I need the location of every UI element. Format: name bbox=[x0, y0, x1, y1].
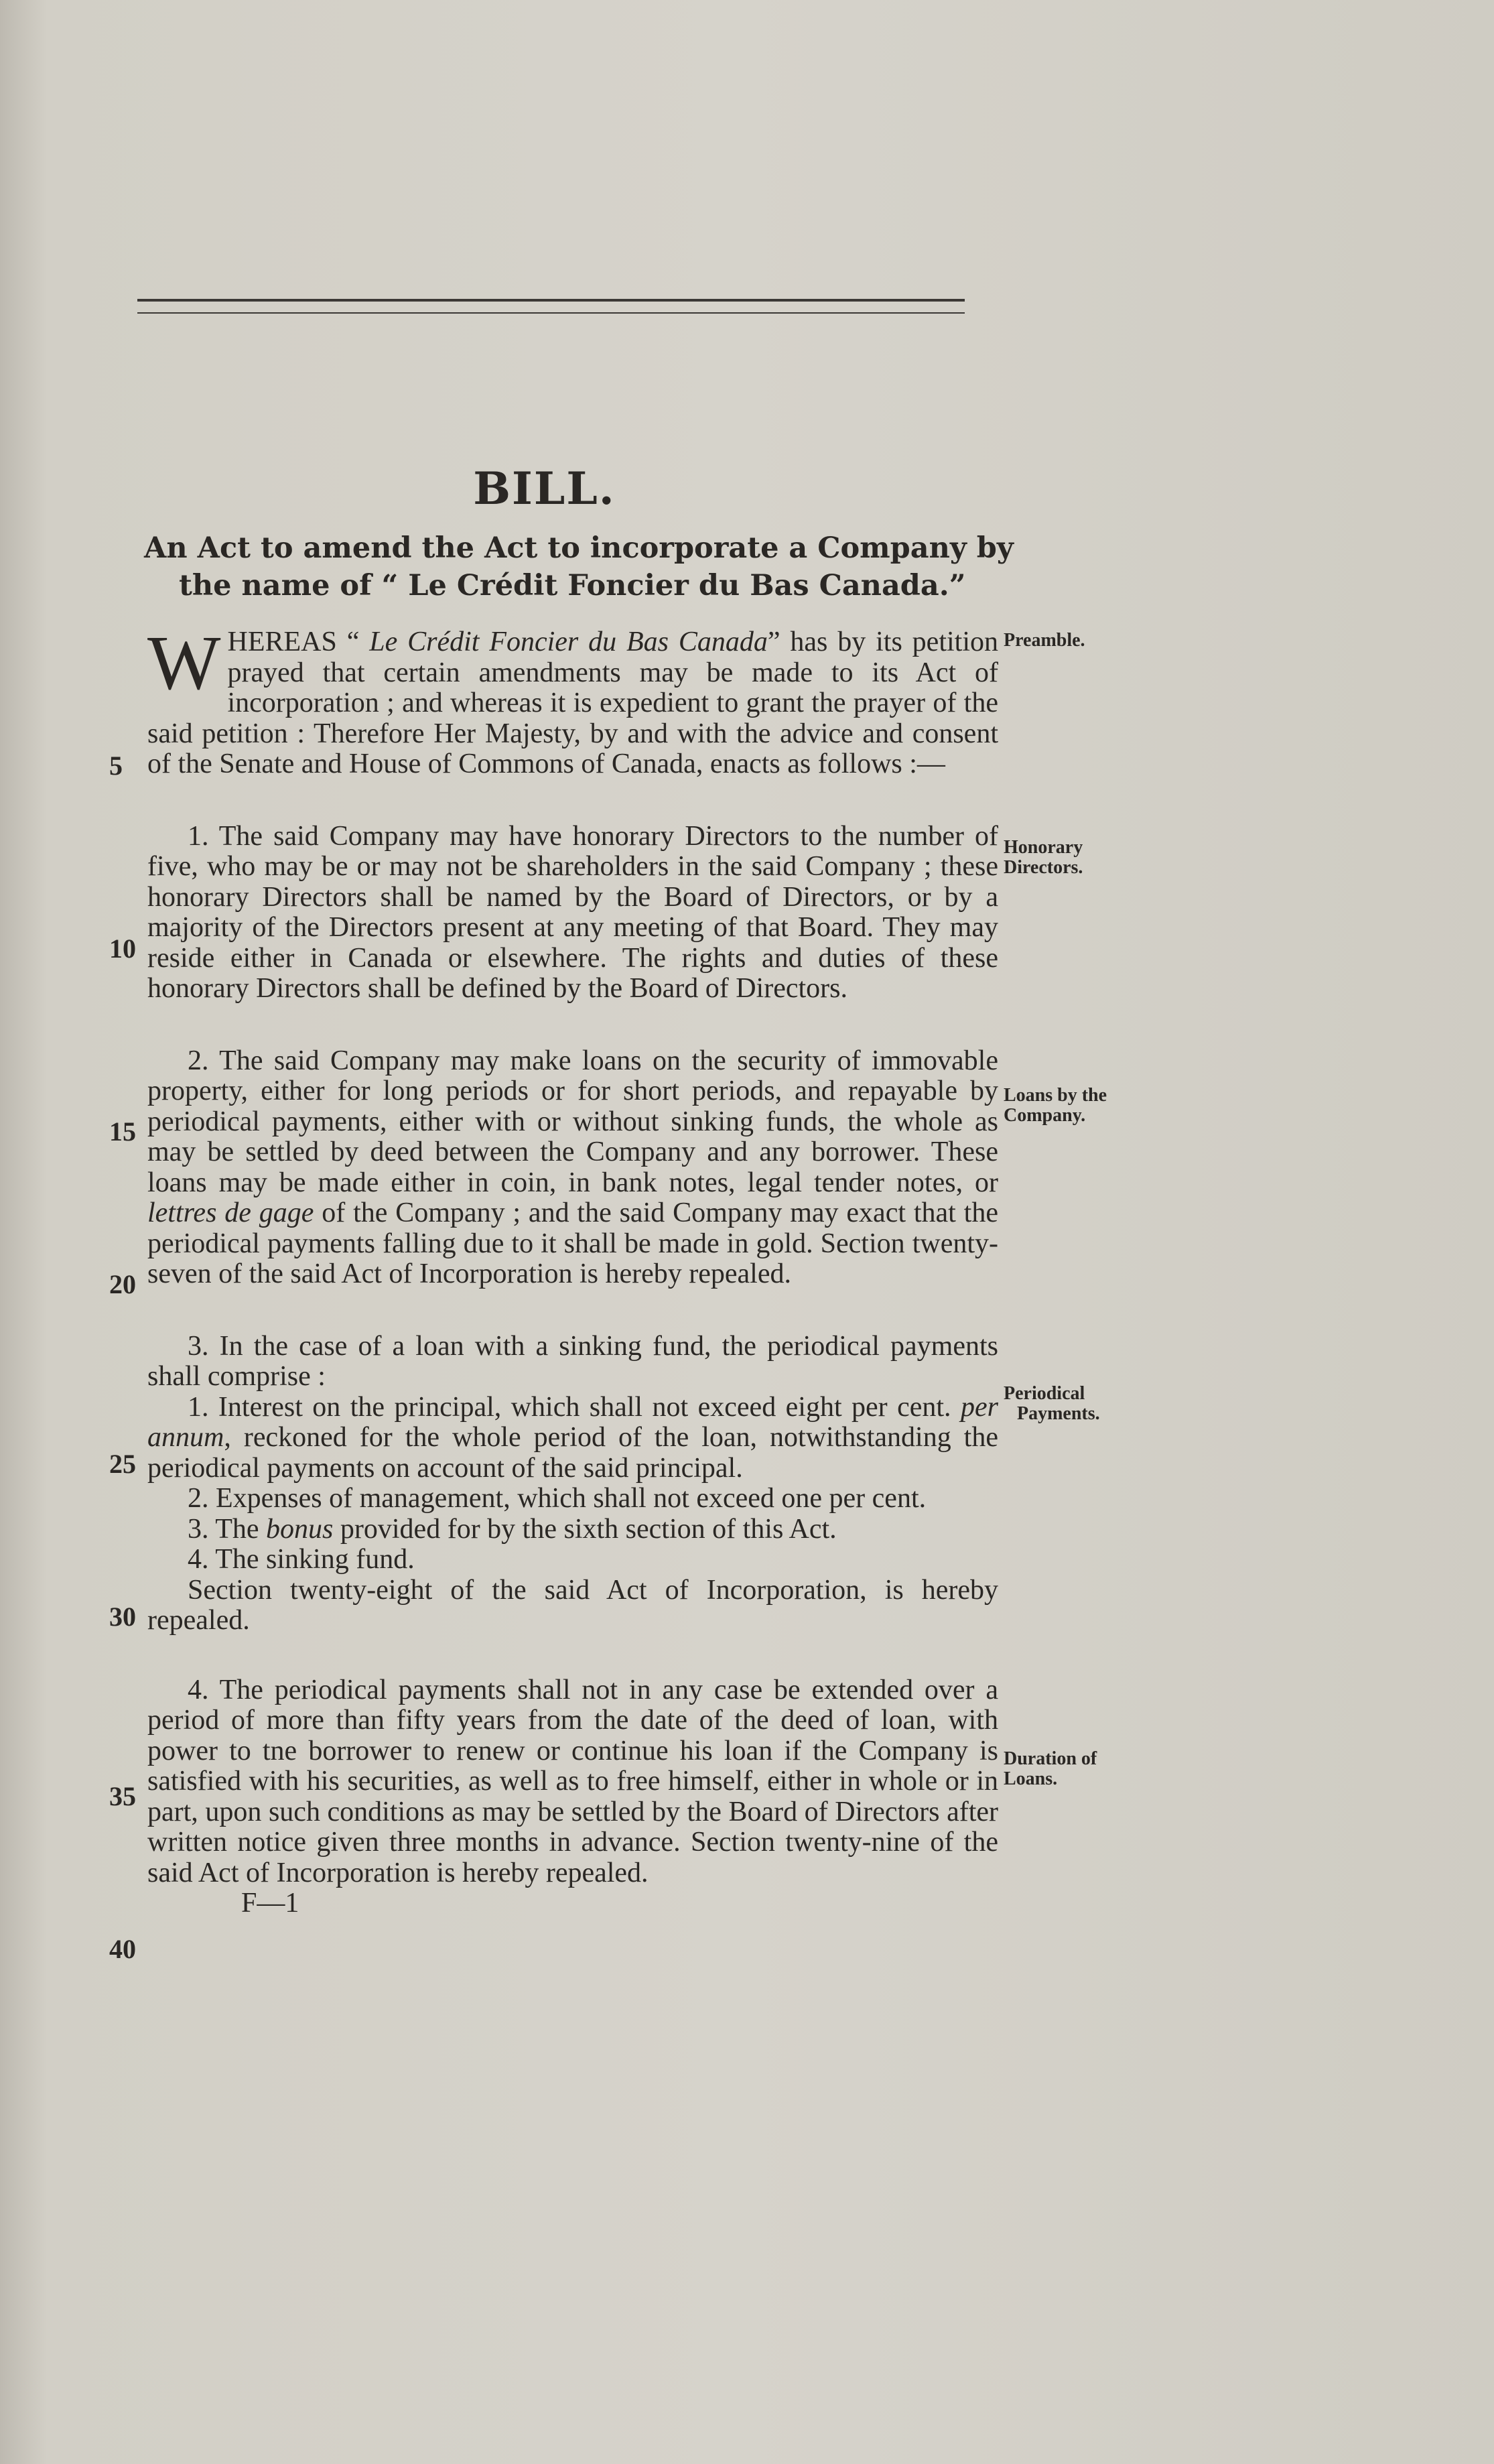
section-4-paragraph: 4. The periodical payments shall not in any case be extended over a period of more than fifty years from the date of the deed of loan, with power to tne borrower to renew or continue his loan if the Company is satisfied with his securities, as well as to free himself, either in whole or in part, upon such conditions as may be settled by the Board of Directors after written notice given three months in advance. Section twenty-nine of the said Act of Incorporation is hereby repealed. bbox=[147, 1674, 998, 1888]
section-3-item-2: 2. Expenses of management, which shall not exceed one per cent. bbox=[188, 1483, 927, 1514]
margin-note-periodical-payments bbox=[1004, 1384, 1158, 1424]
margin-note-duration-of-loans bbox=[1004, 1749, 1158, 1789]
margin-note-line: Loans by the bbox=[1004, 1085, 1107, 1106]
spacer bbox=[147, 1004, 998, 1046]
header-rule-thick bbox=[137, 299, 965, 302]
margin-note-preamble: Preamble. bbox=[1004, 630, 1085, 651]
section-3-item-1-italic: per annum bbox=[147, 1391, 998, 1453]
margin-note-line: Honorary bbox=[1004, 837, 1083, 858]
long-title-line-1: An Act to amend the Act to incorporate a Company by bbox=[144, 531, 1014, 565]
section-2-paragraph bbox=[147, 1046, 998, 1290]
margin-note-line: Company. bbox=[1004, 1105, 1086, 1126]
section-3-item-1 bbox=[147, 1392, 998, 1484]
margin-note-line: Periodical bbox=[1004, 1383, 1085, 1404]
bill-long-title bbox=[144, 529, 1028, 604]
section-3-item-4: 4. The sinking fund. bbox=[188, 1544, 415, 1575]
preamble-text-a: HEREAS “ bbox=[227, 627, 370, 657]
section-3-closing: Section twenty-eight of the said Act of Incorporation, is hereby repealed. bbox=[147, 1574, 998, 1636]
preamble-paragraph bbox=[147, 621, 998, 780]
line-number: 10 bbox=[109, 933, 136, 964]
section-3-item-1-text-b: , reckoned for the whole period of the loan, notwithstanding the periodical payments on account of the said principal. bbox=[147, 1422, 998, 1484]
line-number: 20 bbox=[109, 1269, 136, 1299]
section-3-intro: 3. In the case of a loan with a sinking fund, the periodical payments shall comprise : bbox=[147, 1330, 998, 1392]
signature-mark: F—1 bbox=[241, 1888, 299, 1919]
section-3-item-3-text-b: provided for by the sixth section of this Act. bbox=[333, 1513, 837, 1545]
section-3-item-1-text-a: 1. Interest on the principal, which shall not exceed eight per cent. bbox=[188, 1391, 961, 1423]
section-2-italic: lettres de gage bbox=[147, 1197, 314, 1228]
line-number: 25 bbox=[109, 1449, 136, 1479]
preamble-text-b: ” has by its petition prayed that certain amendments may be made to its Act of incorporation ; and whereas it is expedient to grant the prayer of the said petition : Therefore Her Majesty, by and with the advice and consent of the Senate and House of Commons of Canada, enacts as follows :— bbox=[147, 627, 998, 779]
margin-note-line: Payments. bbox=[1017, 1403, 1100, 1424]
spacer bbox=[147, 780, 998, 822]
margin-note-loans-by-company bbox=[1004, 1086, 1158, 1126]
section-2-text-b: of the Company ; and the said Company may exact that the periodical payments falling due to it shall be made in gold. Section twenty-seven of the said Act of Incorporation is hereby repealed. bbox=[147, 1197, 998, 1289]
header-rule-thin bbox=[137, 312, 965, 314]
line-number: 15 bbox=[109, 1116, 136, 1147]
long-title-line-2: the name of “ Le Crédit Foncier du Bas Canada.” bbox=[179, 569, 966, 602]
margin-note-honorary-directors bbox=[1004, 838, 1158, 878]
section-2-text-a: 2. The said Company may make loans on the security of immovable property, either for long periods or for short periods, and repayable by periodical payments, either with or without sinking funds, the whole as may be settled by deed between the Company and any borrower. These loans may be made either in coin, in bank notes, legal tender notes, or bbox=[147, 1045, 998, 1198]
line-number: 30 bbox=[109, 1602, 136, 1632]
margin-note-line: Duration of bbox=[1004, 1748, 1097, 1769]
preamble-dropcap: W bbox=[147, 621, 221, 706]
section-1-paragraph: 1. The said Company may have honorary Directors to the number of five, who may be or may not be shareholders in the said Company ; these honorary Directors shall be named by the Board of Directors, or by a majority of the Directors present at any meeting of that Board. They may reside either in Canada or elsewhere. The rights and duties of these honorary Directors shall be defined by the Board of Directors. bbox=[147, 820, 998, 1004]
margin-note-line: Loans. bbox=[1004, 1768, 1058, 1789]
spacer bbox=[147, 1290, 998, 1332]
line-number: 35 bbox=[109, 1781, 136, 1811]
line-number: 40 bbox=[109, 1934, 136, 1964]
spacer bbox=[147, 1636, 998, 1675]
section-3-item-3 bbox=[147, 1514, 998, 1545]
bill-body bbox=[147, 621, 998, 1919]
bill-title: BILL. bbox=[473, 462, 616, 515]
preamble-company-name: Le Crédit Foncier du Bas Canada bbox=[369, 627, 768, 657]
section-3-item-3-italic: bonus bbox=[266, 1513, 334, 1545]
line-number: 5 bbox=[109, 751, 123, 781]
margin-note-line: Directors. bbox=[1004, 857, 1083, 878]
section-3-item-3-text-a: 3. The bbox=[188, 1513, 267, 1545]
